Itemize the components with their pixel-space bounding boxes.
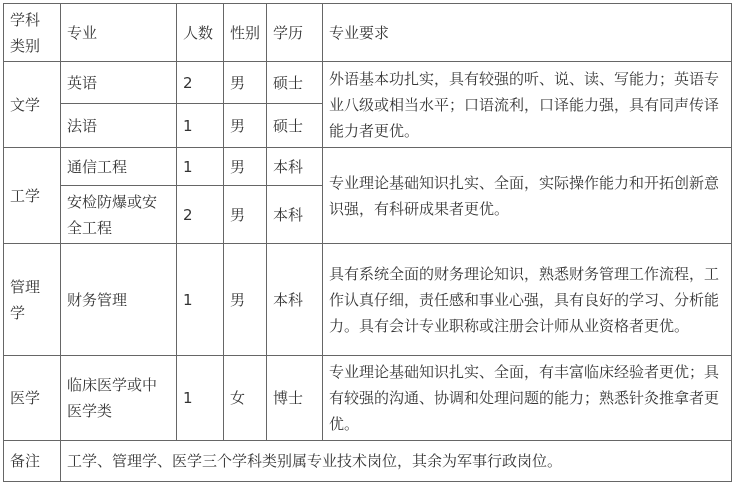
header-gender: 性别 xyxy=(224,4,267,62)
table-row xyxy=(4,244,732,356)
degree-cell: 硕士 xyxy=(267,104,323,148)
count-cell: 1 xyxy=(177,104,224,148)
degree-cell: 硕士 xyxy=(267,62,323,104)
major-cell: 通信工程 xyxy=(61,148,177,186)
header-requirement: 专业要求 xyxy=(323,4,732,62)
degree-cell: 本科 xyxy=(267,244,323,356)
count-cell: 1 xyxy=(177,244,224,356)
gender-cell: 女 xyxy=(224,356,267,441)
recruitment-table xyxy=(3,3,732,482)
category-cell: 医学 xyxy=(4,356,61,441)
category-cell: 管理学 xyxy=(4,244,61,356)
header-degree: 学历 xyxy=(267,4,323,62)
gender-cell: 男 xyxy=(224,104,267,148)
major-cell: 财务管理 xyxy=(61,244,177,356)
header-category: 学科类别 xyxy=(4,4,61,62)
major-cell: 安检防爆或安全工程 xyxy=(61,186,177,244)
remark-label: 备注 xyxy=(4,441,61,482)
degree-cell: 本科 xyxy=(267,148,323,186)
requirement-cell: 专业理论基础知识扎实、全面，实际操作能力和开拓创新意识强，有科研成果者更优。 xyxy=(323,148,732,244)
count-cell: 1 xyxy=(177,356,224,441)
count-cell: 2 xyxy=(177,186,224,244)
degree-cell: 本科 xyxy=(267,186,323,244)
gender-cell: 男 xyxy=(224,186,267,244)
requirement-cell: 专业理论基础知识扎实、全面，有丰富临床经验者更优；具有较强的沟通、协调和处理问题的能力；熟悉针灸推拿者更优。 xyxy=(323,356,732,441)
gender-cell: 男 xyxy=(224,148,267,186)
requirement-cell: 外语基本功扎实，具有较强的听、说、读、写能力；英语专业八级或相当水平；口语流利，口译能力强，具有同声传译能力者更优。 xyxy=(323,62,732,148)
gender-cell: 男 xyxy=(224,244,267,356)
gender-cell: 男 xyxy=(224,62,267,104)
header-row xyxy=(4,4,732,62)
major-cell: 临床医学或中医学类 xyxy=(61,356,177,441)
remark-row xyxy=(4,441,732,482)
table-row xyxy=(4,356,732,441)
category-cell: 文学 xyxy=(4,62,61,148)
table-row xyxy=(4,148,732,186)
remark-text: 工学、管理学、医学三个学科类别属专业技术岗位，其余为军事行政岗位。 xyxy=(61,441,732,482)
major-cell: 英语 xyxy=(61,62,177,104)
table-row xyxy=(4,62,732,104)
header-count: 人数 xyxy=(177,4,224,62)
header-major: 专业 xyxy=(61,4,177,62)
category-cell: 工学 xyxy=(4,148,61,244)
degree-cell: 博士 xyxy=(267,356,323,441)
requirement-cell: 具有系统全面的财务理论知识，熟悉财务管理工作流程，工作认真仔细，责任感和事业心强，具有良好的学习、分析能力。具有会计专业职称或注册会计师从业资格者更优。 xyxy=(323,244,732,356)
count-cell: 1 xyxy=(177,148,224,186)
major-cell: 法语 xyxy=(61,104,177,148)
count-cell: 2 xyxy=(177,62,224,104)
